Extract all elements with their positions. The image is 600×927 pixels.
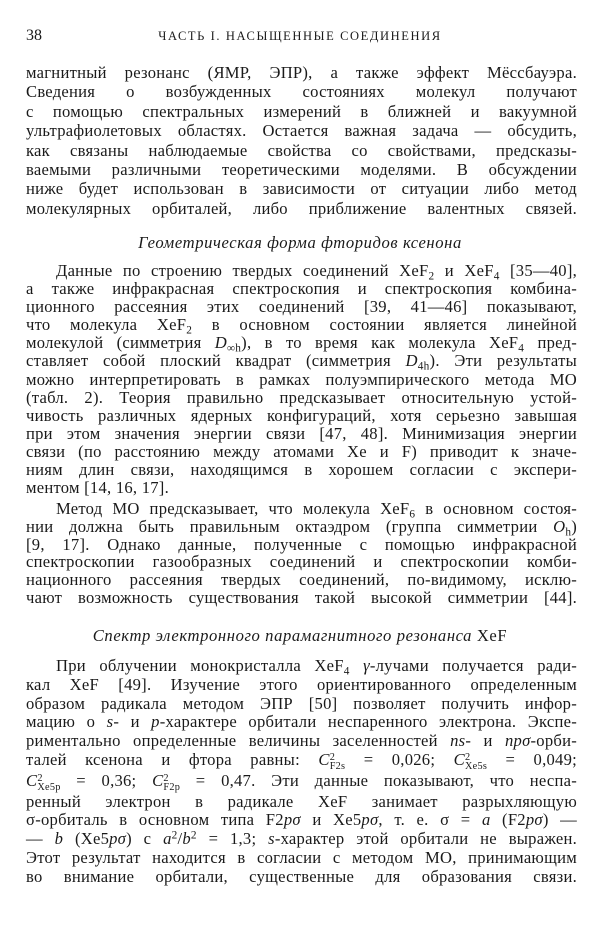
text-line bbox=[26, 830, 577, 849]
text-run: Этот результат находится в согласии с методом МО, принимающим bbox=[26, 847, 577, 867]
text-run: (Xe5 bbox=[63, 829, 110, 849]
text-line bbox=[26, 179, 577, 198]
text-line bbox=[26, 389, 577, 407]
text-run: ренный электрон в радикале XeF занимает разрыхляющую bbox=[26, 791, 577, 811]
text-run: (F2 bbox=[490, 810, 526, 830]
text-run: как связаны наблюдаемые свойства со свойствами, предсказы- bbox=[26, 140, 577, 160]
text-line bbox=[26, 371, 577, 389]
text-run: можно интерпретировать в рамках полуэмпирического метода МО bbox=[26, 369, 577, 389]
text-line bbox=[26, 333, 577, 355]
text-run: при этом значения энергии связи [47, 48]. Минимизация энергии bbox=[26, 423, 577, 443]
text-run: с помощью спектральных измерений в ближней и вакуумной bbox=[26, 101, 577, 121]
text-line bbox=[26, 315, 577, 337]
text-run: XeF bbox=[476, 626, 508, 645]
paragraph-continuation bbox=[26, 63, 577, 218]
text-line bbox=[26, 676, 577, 695]
text-run: чивость различных ядерных конфигураций, хотя серьезно завышая bbox=[26, 405, 577, 425]
italic-symbol: C bbox=[453, 749, 465, 769]
text-line bbox=[26, 479, 577, 497]
text-run: -орби- bbox=[530, 731, 577, 750]
text-line bbox=[26, 811, 577, 830]
text-line bbox=[26, 793, 577, 812]
text-run: σ-орбиталь в основном типа F2 bbox=[26, 810, 284, 830]
text-run: кал XeF [49]. Изучение этого ориентированного определенным bbox=[26, 674, 577, 694]
text-run: что молекула XeF bbox=[26, 315, 187, 335]
text-run: Спектр электронного парамагнитного резонанса bbox=[92, 626, 477, 645]
text-line bbox=[26, 571, 577, 589]
text-run: ниям длин связи, находящимся в хорошем согласии с экспери- bbox=[26, 460, 577, 480]
text-run bbox=[350, 656, 363, 675]
italic-symbol: pσ bbox=[525, 810, 543, 830]
text-line bbox=[26, 849, 577, 868]
text-run: (табл. 2). Теория правильно предсказывает относительную устой- bbox=[26, 387, 577, 407]
subscript: 2 bbox=[186, 324, 193, 337]
subscript: h bbox=[565, 526, 572, 539]
subscript: Xe5s bbox=[464, 761, 488, 773]
sup-sub-index bbox=[465, 753, 487, 772]
text-run: Геометрическая форма фторидов ксенона bbox=[138, 233, 462, 252]
subscript: 2 bbox=[428, 270, 435, 283]
text-line bbox=[26, 425, 577, 443]
italic-symbol: b bbox=[182, 829, 191, 849]
sup-sub-index bbox=[330, 753, 346, 772]
text-run: ), в то время как молекула XeF bbox=[241, 333, 519, 353]
text-line bbox=[26, 868, 577, 887]
italic-symbol: pσ bbox=[109, 829, 127, 849]
text-line bbox=[26, 82, 577, 101]
paragraph-structure-data bbox=[26, 262, 577, 497]
text-line bbox=[26, 589, 577, 607]
subscript: 4 bbox=[343, 665, 350, 678]
text-run: — bbox=[26, 829, 55, 849]
subscript: ∞h bbox=[227, 342, 242, 355]
text-run: ниже будет использован в зависимости от ситуации либо метод bbox=[26, 179, 577, 199]
italic-symbol: p bbox=[151, 712, 160, 732]
text-run: Данные по строению твердых соединений XeF bbox=[56, 261, 429, 280]
text-run: = 0,36; bbox=[60, 770, 153, 790]
text-run: ). Эти результаты bbox=[429, 351, 577, 371]
text-run: -характер этой орбитали не выражен. bbox=[274, 829, 577, 849]
text-line bbox=[26, 657, 577, 676]
superscript: 2 bbox=[171, 829, 178, 842]
section-heading-geometry bbox=[0, 233, 600, 253]
text-run: и Xe5 bbox=[300, 810, 362, 830]
text-run: магнитный резонанс (ЯМР, ЭПР), а также эффект Мёссбауэра. bbox=[26, 63, 577, 82]
text-line bbox=[26, 695, 577, 714]
text-run: и XeF bbox=[434, 261, 494, 280]
subscript: Xe5p bbox=[37, 782, 61, 794]
text-run: = 0,026; bbox=[345, 749, 454, 769]
text-run: пред- bbox=[524, 333, 577, 353]
text-run: спектроскопии газообразных соединений и спектроскопии комби- bbox=[26, 552, 577, 572]
page-number: 38 bbox=[26, 27, 42, 44]
text-run: ментом [14, 16, 17]. bbox=[26, 478, 169, 498]
subscript: 4h bbox=[417, 360, 430, 373]
text-run: риментально определенные величины заселенностей bbox=[26, 731, 451, 750]
text-line bbox=[26, 751, 577, 772]
text-line bbox=[26, 351, 577, 373]
italic-symbol: γ bbox=[363, 656, 370, 675]
italic-symbol: ns bbox=[450, 731, 466, 750]
section-heading-epr bbox=[0, 626, 600, 646]
text-line bbox=[26, 280, 577, 298]
text-line bbox=[26, 461, 577, 479]
italic-symbol: O bbox=[553, 516, 566, 536]
italic-symbol: C bbox=[318, 749, 330, 769]
text-run: ) bbox=[571, 516, 577, 536]
text-run: молекулой (симметрия bbox=[26, 333, 215, 353]
superscript: 2 bbox=[37, 773, 43, 784]
sup-sub-index bbox=[37, 774, 60, 793]
text-run: мацию о bbox=[26, 712, 107, 732]
text-run: [9, 17]. Однако данные, полученные с помощью инфракрасной bbox=[26, 534, 577, 554]
text-run: ) с bbox=[126, 829, 164, 849]
text-run: [35—40], bbox=[499, 261, 577, 280]
text-run: нии должна быть правильным октаэдром (группа симметрии bbox=[26, 516, 554, 536]
superscript: 2 bbox=[464, 752, 471, 764]
italic-symbol: b bbox=[54, 829, 64, 849]
text-run: При облучении монокристалла XeF bbox=[56, 656, 344, 675]
text-run: национного рассеяния твердых соединений, по-видимому, исклю- bbox=[26, 570, 577, 590]
text-run: - и bbox=[465, 731, 505, 750]
text-line bbox=[26, 121, 577, 140]
text-line bbox=[26, 141, 577, 160]
text-run: чают возможность существования такой высокой симметрии [44]. bbox=[26, 587, 577, 607]
paragraph-epr-spectrum bbox=[26, 657, 577, 886]
italic-symbol: C bbox=[152, 770, 164, 790]
italic-symbol: a bbox=[163, 829, 172, 849]
superscript: 2 bbox=[190, 829, 197, 842]
text-run: а также инфракрасная спектроскопия и спектроскопия комбина- bbox=[26, 279, 577, 299]
text-run: - и bbox=[113, 712, 152, 732]
text-run: молекулярных орбиталей, либо приближение валентных связей. bbox=[26, 198, 577, 218]
subscript: 6 bbox=[409, 508, 416, 521]
text-run: талей ксенона и фтора равны: bbox=[26, 749, 319, 769]
text-line bbox=[26, 713, 577, 732]
text-run: Метод МО предсказывает, что молекула XeF bbox=[56, 499, 410, 518]
text-line bbox=[26, 407, 577, 425]
text-line bbox=[26, 199, 577, 218]
italic-symbol: pσ bbox=[283, 810, 301, 830]
text-run: Сведения о возбужденных состояниях молекул получают bbox=[26, 82, 577, 102]
text-line bbox=[26, 63, 577, 82]
italic-symbol: s bbox=[106, 712, 114, 732]
superscript: 2 bbox=[163, 773, 169, 784]
superscript: 2 bbox=[329, 752, 336, 764]
italic-symbol: npσ bbox=[505, 731, 531, 750]
italic-symbol: a bbox=[481, 810, 491, 830]
text-run: во внимание орбитали, существенные для образования связи. bbox=[26, 866, 577, 886]
text-run: связи (по расстоянию между атомами Xe и F) приводит к значе- bbox=[26, 441, 577, 461]
text-run: ваемыми различными теоретическими моделями. В обсуждении bbox=[26, 160, 577, 180]
text-line bbox=[26, 516, 577, 539]
text-line bbox=[26, 772, 577, 793]
text-line bbox=[26, 499, 578, 521]
sup-sub-index bbox=[163, 774, 180, 793]
subscript: 4 bbox=[493, 270, 500, 283]
text-run: = 0,049; bbox=[487, 749, 578, 769]
text-run: образом радикала методом ЭПР [50] позволяет получить инфор- bbox=[26, 693, 577, 713]
text-run: -характере орбитали неспаренного электрона. Экспе- bbox=[159, 712, 578, 732]
text-line bbox=[26, 732, 577, 751]
text-line bbox=[26, 298, 577, 316]
text-run: ультрафиолетовых областях. Остается важная задача — обсудить, bbox=[26, 121, 577, 141]
italic-symbol: D bbox=[405, 351, 418, 371]
text-run: -лучами получается ради- bbox=[369, 656, 577, 675]
subscript: F2p bbox=[163, 782, 181, 794]
text-run: ) — bbox=[542, 810, 578, 830]
subscript: 4 bbox=[518, 342, 525, 355]
text-line bbox=[26, 102, 577, 121]
paragraph-mo-method bbox=[26, 500, 577, 607]
text-run: в основном состоя- bbox=[415, 499, 578, 518]
text-line bbox=[26, 536, 577, 554]
text-run: / bbox=[177, 829, 183, 849]
text-run: , т. е. σ = bbox=[378, 810, 482, 830]
text-run: = 0,47. Эти данные показывают, что неспа- bbox=[180, 770, 578, 790]
text-run: ставляет собой плоский квадрат (симметрия bbox=[26, 351, 406, 371]
italic-symbol: C bbox=[26, 770, 38, 790]
subscript: F2s bbox=[329, 761, 346, 773]
text-run: в основном состоянии является линейной bbox=[192, 315, 577, 335]
italic-symbol: s bbox=[268, 829, 275, 849]
text-run: = 1,3; bbox=[196, 829, 269, 849]
italic-symbol: D bbox=[214, 333, 227, 353]
text-line bbox=[26, 261, 577, 283]
italic-symbol: pσ bbox=[361, 810, 379, 830]
text-line bbox=[26, 553, 577, 571]
text-line bbox=[26, 443, 577, 461]
text-line bbox=[26, 160, 577, 179]
text-run: ционного рассеяния этих соединений [39, 41—46] показывают, bbox=[26, 297, 577, 317]
running-head: ЧАСТЬ I. НАСЫЩЕННЫЕ СОЕДИНЕНИЯ bbox=[158, 29, 442, 43]
